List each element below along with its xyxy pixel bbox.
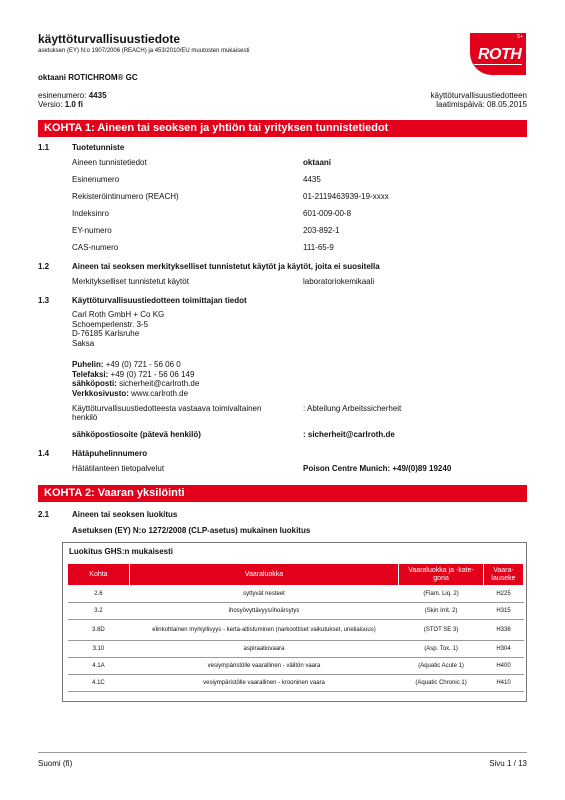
table-header-row	[68, 564, 524, 586]
column-header-hazard-statement: Vaara-lauseke	[484, 564, 524, 586]
subsection-1-3-heading	[38, 296, 247, 305]
document-meta-left	[38, 91, 107, 109]
fax-label: Telefaksi:	[72, 369, 109, 379]
website-value: www.carlroth.de	[131, 388, 189, 398]
responsible-person-label: Käyttöturvallisuustiedotteesta vastaava toimivaltainen henkilö	[72, 404, 262, 422]
table-row	[68, 603, 524, 620]
ghs-classification-box	[62, 542, 527, 702]
subsection-1-1-heading	[38, 143, 124, 152]
column-header-hazard-class: Vaaraluokka	[129, 564, 398, 586]
emergency-value: Poison Centre Munich: +49/(0)89 19240	[303, 464, 452, 473]
cas-number-value: 111-65-9	[303, 243, 334, 252]
subsection-title: Käyttöturvallisuustiedotteen toimittajan tiedot	[72, 296, 247, 305]
cell-hazard-statement: H304	[484, 641, 524, 658]
cell-hazard-class: syttyvät nesteet	[129, 586, 398, 603]
prepared-date: laatimispäivä: 08.05.2015	[436, 100, 527, 109]
person-email-value: : sicherheit@carlroth.de	[303, 430, 395, 439]
website-label: Verkkosivusto:	[72, 388, 129, 398]
subsection-title: Aineen tai seoksen luokitus	[72, 510, 178, 519]
address-line: D-76185 Karlsruhe	[72, 329, 140, 338]
table-row	[68, 641, 524, 658]
relevant-uses-label: Merkitykselliset tunnistetut käytöt	[72, 277, 189, 286]
cell-hazard-class: aspiraatiovaara	[129, 641, 398, 658]
reach-number-value: 01-2119463939-19-xxxx	[303, 192, 389, 201]
ghs-box-title: Luokitus GHS:n mukaisesti	[69, 547, 174, 556]
subsection-number: 1.3	[38, 296, 50, 305]
document-title: käyttöturvallisuustiedote	[38, 32, 181, 46]
footer-page-number: Sivu 1 / 13	[489, 759, 527, 768]
cell-section: 3.10	[68, 641, 130, 658]
roth-logo	[470, 33, 526, 75]
subsection-number: 1.1	[38, 143, 50, 152]
address-line: Carl Roth GmbH + Co KG	[72, 310, 165, 319]
article-number-label: Esinenumero	[72, 175, 120, 184]
article-label: esinenumero:	[38, 91, 87, 100]
ec-number-value: 203-892-1	[303, 226, 340, 235]
logo-underline	[474, 64, 522, 65]
subsection-title: Aineen tai seoksen merkitykselliset tunnistetut käytöt ja käytöt, joita ei suositella	[72, 262, 380, 271]
ghs-classification-table	[67, 563, 524, 692]
column-header-category: Vaaraluokka ja -kate-goria	[399, 564, 484, 586]
table-row	[68, 675, 524, 692]
cell-section: 3.2	[68, 603, 130, 620]
cell-category: (Asp. Tox. 1)	[399, 641, 484, 658]
subsection-title: Tuotetunniste	[72, 143, 125, 152]
responsible-person-value: : Abteilung Arbeitssicherheit	[303, 404, 402, 413]
person-email-label: sähköpostiosoite (pätevä henkilö)	[72, 430, 201, 439]
subsection-2-1-heading	[38, 510, 177, 519]
clp-regulation-heading: Asetuksen (EY) N:o 1272/2008 (CLP-asetus) mukainen luokitus	[72, 526, 311, 535]
index-number-label: Indeksinro	[72, 209, 109, 218]
index-number-value: 601-009-00-8	[303, 209, 352, 218]
doc-type: käyttöturvallisuustiedotteen	[430, 91, 527, 100]
document-meta-right	[431, 91, 528, 109]
cell-hazard-class: vesiympäristölle vaarallinen - välitön vaara	[129, 658, 398, 675]
cell-hazard-class: vesiympäristölle vaarallinen - krooninen vaara	[129, 675, 398, 692]
address-line: Schoemperlenstr. 3-5	[72, 319, 149, 329]
fax-value: +49 (0) 721 - 56 06 149	[110, 369, 195, 379]
phone-label: Puhelin:	[72, 360, 104, 369]
logo-mark: S+	[516, 34, 523, 40]
table-row	[68, 620, 524, 641]
section-1-heading: KOHTA 1: Aineen tai seoksen ja yhtiön tai yrityksen tunnistetiedot	[38, 120, 527, 137]
column-header-section: Kohta	[68, 564, 130, 586]
address-line: Saksa	[72, 338, 95, 348]
table-row	[68, 658, 524, 675]
ec-number-label: EY-numero	[72, 226, 112, 235]
cell-category: (Aquatic Chronic 1)	[399, 675, 484, 692]
cell-section: 4.1C	[68, 675, 130, 692]
relevant-uses-value: laboratoriokemikaali	[303, 277, 375, 286]
phone-value: +49 (0) 721 - 56 06 0	[105, 360, 181, 369]
cell-category: (Flam. Liq. 2)	[399, 586, 484, 603]
article-number-value: 4435	[303, 175, 321, 184]
table-row	[68, 586, 524, 603]
cell-category: (Skin Irrit. 2)	[399, 603, 484, 620]
subsection-1-2-heading	[38, 262, 380, 271]
version-label: Versio:	[38, 100, 63, 109]
logo-text: ROTH	[478, 46, 522, 63]
cell-category: (STOT SE 3)	[399, 620, 484, 641]
product-name: oktaani ROTICHROM® GC	[38, 73, 138, 82]
section-2-heading: KOHTA 2: Vaaran yksilöinti	[38, 485, 527, 502]
cell-hazard-statement: H410	[484, 675, 524, 692]
cell-hazard-statement: H336	[484, 620, 524, 641]
subsection-title: Hätäpuhelinnumero	[72, 449, 148, 458]
supplier-address	[72, 310, 164, 348]
email-value: sicherheit@carlroth.de	[119, 379, 200, 388]
cell-hazard-statement: H225	[484, 586, 524, 603]
footer-divider	[38, 752, 527, 753]
identifier-label: Aineen tunnistetiedot	[72, 158, 147, 167]
article-number: 4435	[88, 91, 107, 100]
cell-hazard-statement: H315	[484, 603, 524, 620]
cell-category: (Aquatic Acute 1)	[399, 658, 484, 675]
cell-hazard-class: ihosyövyttävyys/ihoärsytys	[129, 603, 398, 620]
cas-number-label: CAS-numero	[72, 243, 119, 252]
version-number: 1.0 fi	[64, 100, 83, 109]
subsection-1-4-heading	[38, 449, 147, 458]
cell-section: 2.6	[68, 586, 130, 603]
identifier-value: oktaani	[303, 158, 332, 167]
subsection-number: 1.4	[38, 449, 50, 458]
subsection-number: 2.1	[38, 510, 50, 519]
supplier-contact	[72, 360, 199, 398]
reach-number-label: Rekisteröintinumero (REACH)	[72, 192, 179, 201]
footer-language: Suomi (fi)	[38, 759, 73, 768]
emergency-label: Hätätilanteen tietopalvelut	[72, 464, 165, 473]
subsection-number: 1.2	[38, 262, 50, 271]
regulation-subtitle: asetuksen (EY) N:o 1907/2006 (REACH) ja 453/2010/EU muutosten mukaisesti	[38, 48, 250, 54]
email-label: sähköposti:	[72, 379, 117, 388]
cell-hazard-class: elinkohtainen myrkyllisyys - kerta-altistuminen (narkoottiset vaikutukset, uneliaisuus)	[129, 620, 398, 641]
cell-hazard-statement: H400	[484, 658, 524, 675]
cell-section: 4.1A	[68, 658, 130, 675]
cell-section: 3.8D	[68, 620, 130, 641]
